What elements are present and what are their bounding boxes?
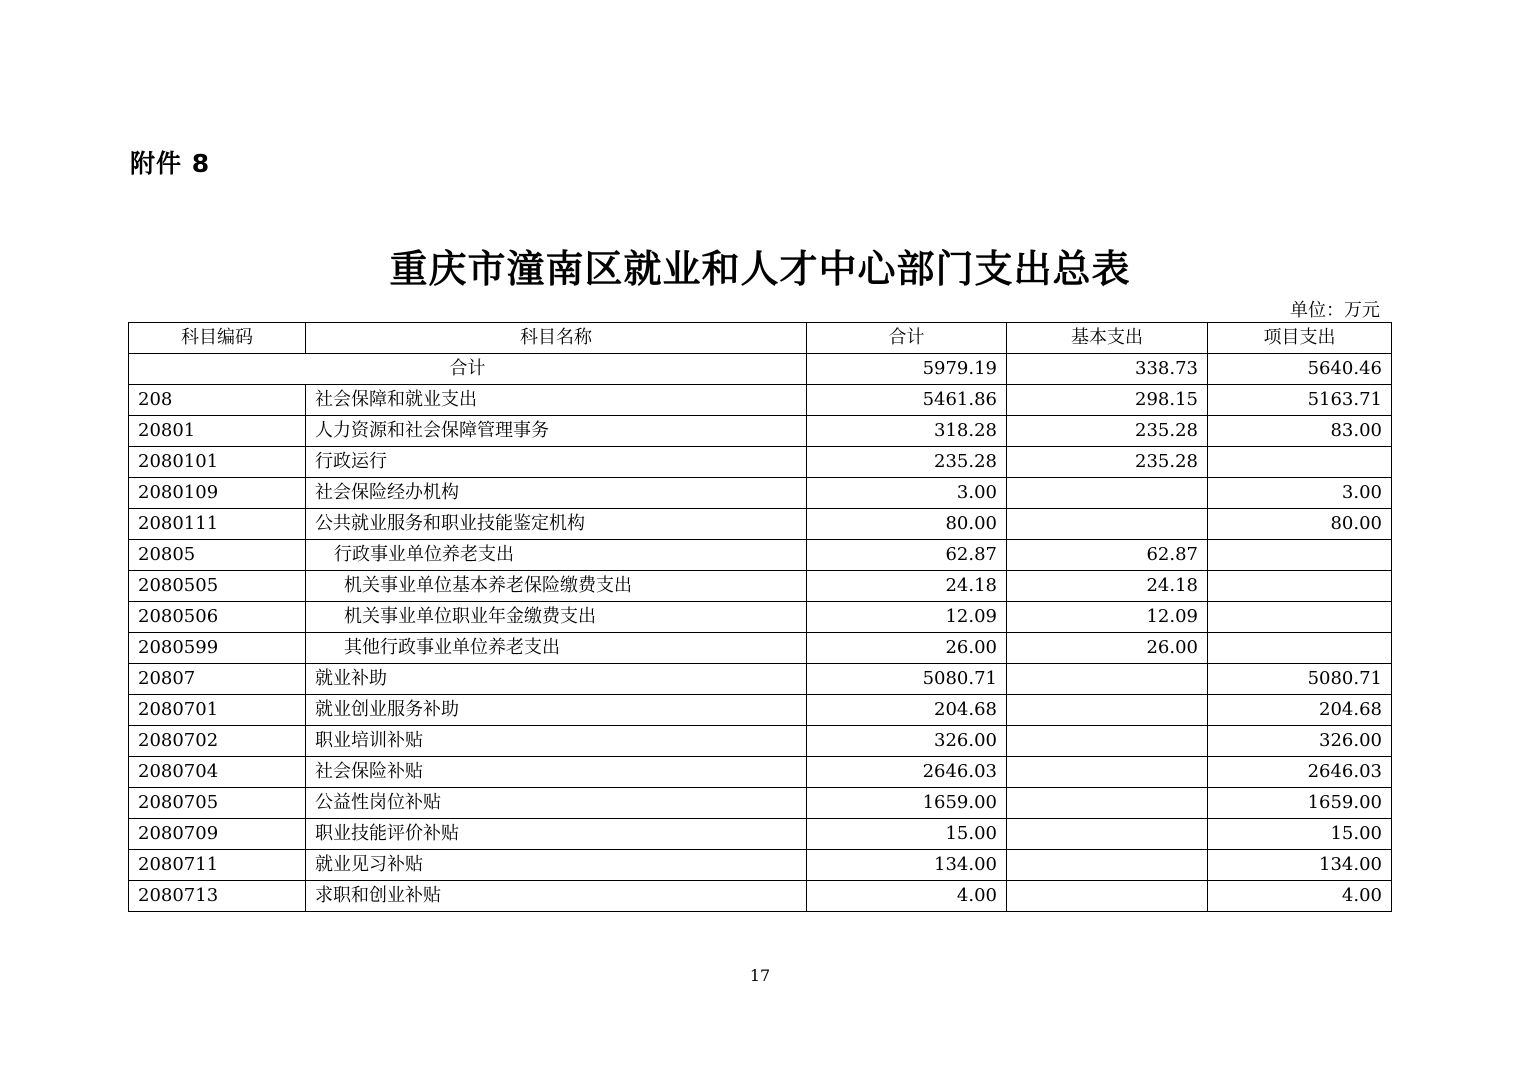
- row-name: 机关事业单位职业年金缴费支出: [306, 602, 807, 633]
- total-row: [129, 354, 1392, 385]
- row-project: 5163.71: [1208, 385, 1392, 416]
- row-total: 15.00: [807, 819, 1007, 850]
- row-name: 人力资源和社会保障管理事务: [306, 416, 807, 447]
- row-code: 2080111: [129, 509, 306, 540]
- table-row: [129, 664, 1392, 695]
- row-basic: 12.09: [1007, 602, 1208, 633]
- table-row: [129, 602, 1392, 633]
- table-row: [129, 850, 1392, 881]
- expenditure-table: [128, 322, 1392, 912]
- row-total: 80.00: [807, 509, 1007, 540]
- row-code: 2080705: [129, 788, 306, 819]
- row-name: 社会保险补贴: [306, 757, 807, 788]
- row-name: 行政事业单位养老支出: [306, 540, 807, 571]
- row-project: [1208, 602, 1392, 633]
- row-name: 公共就业服务和职业技能鉴定机构: [306, 509, 807, 540]
- header-code: 科目编码: [129, 323, 306, 354]
- row-total: 318.28: [807, 416, 1007, 447]
- row-total: 134.00: [807, 850, 1007, 881]
- row-project: 5080.71: [1208, 664, 1392, 695]
- table-row: [129, 695, 1392, 726]
- table-row: [129, 416, 1392, 447]
- header-project: 项目支出: [1208, 323, 1392, 354]
- row-code: 208: [129, 385, 306, 416]
- row-basic: 26.00: [1007, 633, 1208, 664]
- row-code: 2080709: [129, 819, 306, 850]
- attachment-label: 附件 8: [130, 149, 211, 178]
- row-project: 3.00: [1208, 478, 1392, 509]
- table-row: [129, 819, 1392, 850]
- row-project: 4.00: [1208, 881, 1392, 912]
- row-basic: 62.87: [1007, 540, 1208, 571]
- row-basic: [1007, 819, 1208, 850]
- row-total: 26.00: [807, 633, 1007, 664]
- row-name: 公益性岗位补贴: [306, 788, 807, 819]
- row-code: 2080713: [129, 881, 306, 912]
- row-project: [1208, 540, 1392, 571]
- row-project: 134.00: [1208, 850, 1392, 881]
- row-code: 2080702: [129, 726, 306, 757]
- row-code: 2080506: [129, 602, 306, 633]
- row-code: 20807: [129, 664, 306, 695]
- row-total: 62.87: [807, 540, 1007, 571]
- row-project: 80.00: [1208, 509, 1392, 540]
- total-row-project: 5640.46: [1208, 354, 1392, 385]
- row-basic: [1007, 664, 1208, 695]
- row-name: 社会保险经办机构: [306, 478, 807, 509]
- row-name: 职业培训补贴: [306, 726, 807, 757]
- header-basic: 基本支出: [1007, 323, 1208, 354]
- row-code: 2080704: [129, 757, 306, 788]
- row-total: 4.00: [807, 881, 1007, 912]
- row-basic: 24.18: [1007, 571, 1208, 602]
- row-name: 就业补助: [306, 664, 807, 695]
- row-total: 235.28: [807, 447, 1007, 478]
- row-project: [1208, 571, 1392, 602]
- row-basic: [1007, 695, 1208, 726]
- total-row-label: 合计: [129, 354, 807, 385]
- row-code: 20805: [129, 540, 306, 571]
- row-name: 其他行政事业单位养老支出: [306, 633, 807, 664]
- row-name: 机关事业单位基本养老保险缴费支出: [306, 571, 807, 602]
- row-total: 1659.00: [807, 788, 1007, 819]
- row-project: 326.00: [1208, 726, 1392, 757]
- row-total: 5461.86: [807, 385, 1007, 416]
- row-total: 24.18: [807, 571, 1007, 602]
- row-project: [1208, 633, 1392, 664]
- row-total: 2646.03: [807, 757, 1007, 788]
- table-header-row: [129, 323, 1392, 354]
- header-total: 合计: [807, 323, 1007, 354]
- total-row-basic: 338.73: [1007, 354, 1208, 385]
- header-name: 科目名称: [306, 323, 807, 354]
- table-row: [129, 478, 1392, 509]
- row-name: 行政运行: [306, 447, 807, 478]
- row-basic: [1007, 881, 1208, 912]
- table-row: [129, 509, 1392, 540]
- row-name: 求职和创业补贴: [306, 881, 807, 912]
- row-code: 2080505: [129, 571, 306, 602]
- row-project: 15.00: [1208, 819, 1392, 850]
- row-name: 职业技能评价补贴: [306, 819, 807, 850]
- row-total: 5080.71: [807, 664, 1007, 695]
- table-row: [129, 447, 1392, 478]
- table-row: [129, 540, 1392, 571]
- row-project: 1659.00: [1208, 788, 1392, 819]
- row-total: 204.68: [807, 695, 1007, 726]
- table-row: [129, 633, 1392, 664]
- row-basic: [1007, 757, 1208, 788]
- page-number: 17: [749, 966, 771, 985]
- row-name: 就业见习补贴: [306, 850, 807, 881]
- row-total: 12.09: [807, 602, 1007, 633]
- unit-label: 单位：万元: [1290, 300, 1380, 321]
- row-total: 326.00: [807, 726, 1007, 757]
- row-basic: [1007, 850, 1208, 881]
- total-row-total: 5979.19: [807, 354, 1007, 385]
- row-project: [1208, 447, 1392, 478]
- row-total: 3.00: [807, 478, 1007, 509]
- row-basic: [1007, 478, 1208, 509]
- row-basic: [1007, 788, 1208, 819]
- table-row: [129, 757, 1392, 788]
- row-code: 2080711: [129, 850, 306, 881]
- row-code: 2080701: [129, 695, 306, 726]
- table-row: [129, 881, 1392, 912]
- row-name: 就业创业服务补助: [306, 695, 807, 726]
- row-name: 社会保障和就业支出: [306, 385, 807, 416]
- row-basic: 235.28: [1007, 447, 1208, 478]
- table-row: [129, 788, 1392, 819]
- row-project: 204.68: [1208, 695, 1392, 726]
- table-row: [129, 726, 1392, 757]
- table-row: [129, 385, 1392, 416]
- row-basic: [1007, 726, 1208, 757]
- row-code: 2080599: [129, 633, 306, 664]
- row-code: 2080109: [129, 478, 306, 509]
- table-row: [129, 571, 1392, 602]
- row-project: 83.00: [1208, 416, 1392, 447]
- row-project: 2646.03: [1208, 757, 1392, 788]
- page-title: 重庆市潼南区就业和人才中心部门支出总表: [389, 247, 1131, 291]
- row-code: 20801: [129, 416, 306, 447]
- row-basic: 235.28: [1007, 416, 1208, 447]
- row-basic: 298.15: [1007, 385, 1208, 416]
- row-code: 2080101: [129, 447, 306, 478]
- row-basic: [1007, 509, 1208, 540]
